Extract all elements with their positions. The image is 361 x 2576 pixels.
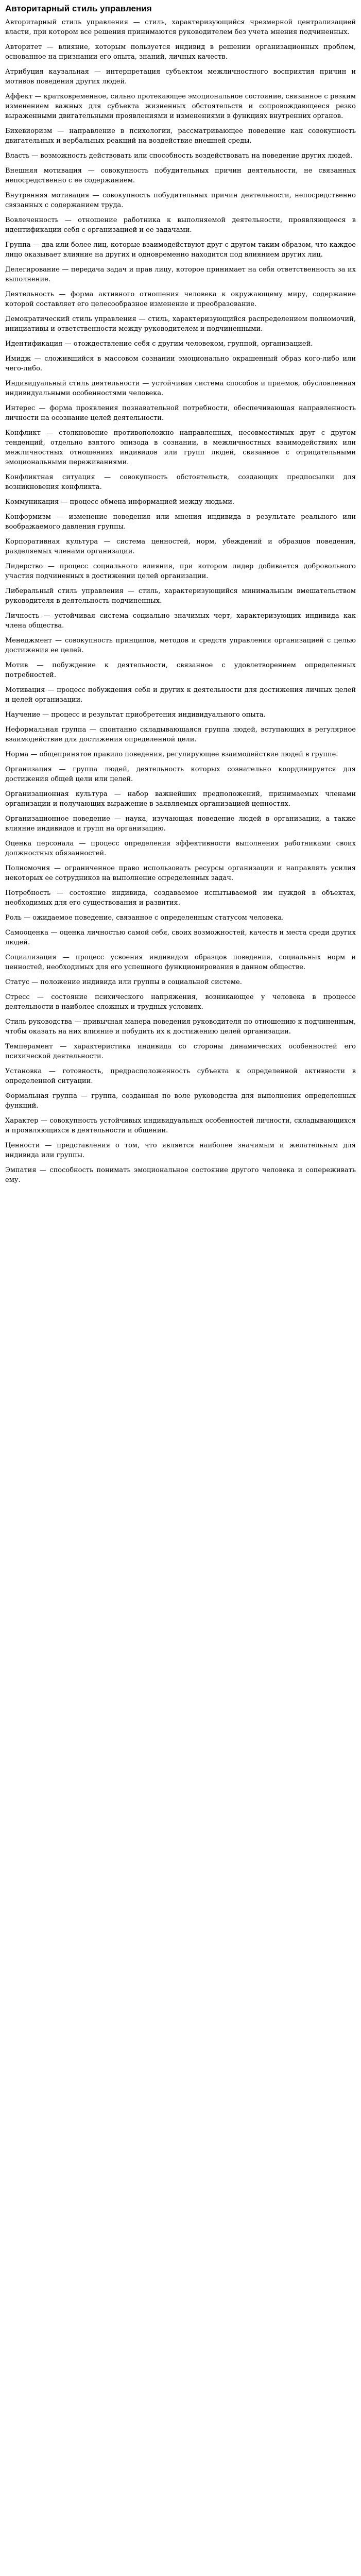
glossary-paragraph: Организационная культура — набор важнейших предположений, принимаемых членами организации и получающих выражение в заявляемых организацией ценностях. [5, 790, 356, 808]
glossary-paragraph: Роль — ожидаемое поведение, связанное с определенным статусом человека. [5, 914, 284, 922]
glossary-paragraph: Установка — готовность, предрасположенность субъекта к определенной активности в определенной ситуации. [5, 1067, 356, 1085]
glossary-paragraph: Статус — положение индивида или группы в социальной системе. [5, 978, 242, 986]
glossary-paragraph: Организационное поведение — наука, изучающая поведение людей в организации, а также влияние индивидов и групп на организацию. [5, 815, 356, 833]
glossary-paragraph: Менеджмент — совокупность принципов, методов и средств управления организацией с целью достижения ее целей. [5, 637, 356, 654]
glossary-paragraph: Имидж — сложившийся в массовом сознании эмоционально окрашенный образ кого-либо или чего-либо. [5, 355, 356, 372]
glossary-paragraph: Норма — общепринятое правило поведения, регулирующее взаимодействие людей в группе. [5, 751, 338, 758]
glossary-paragraph: Характер — совокупность устойчивых индивидуальных особенностей личности, складывающихся и проявляющихся в деятельности и общении. [5, 1117, 356, 1134]
glossary-paragraph: Группа — два или более лиц, которые взаимодействуют друг с другом таким образом, что каждое лицо оказывает влияние на других и одновременно находится под влиянием других лиц. [5, 241, 356, 259]
glossary-paragraph: Формальная группа — группа, созданная по воле руководства для выполнения определенных функций. [5, 1092, 356, 1110]
glossary-paragraph: Личность — устойчивая система социально значимых черт, характеризующих индивида как члена общества. [5, 612, 356, 630]
document-body [5, 18, 356, 1185]
glossary-paragraph: Конфликтная ситуация — совокупность обстоятельств, создающих предпосылки для возникновения конфликта. [5, 473, 356, 491]
glossary-paragraph: Коммуникация — процесс обмена информацией между людьми. [5, 498, 235, 506]
glossary-paragraph: Вовлеченность — отношение работника к выполняемой деятельности, проявляющееся в идентификации себя с организацией и ее задачами. [5, 216, 356, 234]
glossary-paragraph: Мотив — побуждение к деятельности, связанное с удовлетворением определенных потребностей. [5, 662, 356, 679]
glossary-paragraph: Либеральный стиль управления — стиль, характеризующийся минимальным вмешательством руководителя в деятельность подчиненных. [5, 587, 356, 605]
glossary-paragraph: Демократический стиль управления — стиль, характеризующийся распределением полномочий, инициативы и ответственности между руководителем и подчиненными. [5, 315, 356, 333]
glossary-paragraph: Стиль руководства — привычная манера поведения руководителя по отношению к подчиненным, чтобы оказать на них влияние и побудить их к достижению целей организации. [5, 1018, 356, 1036]
glossary-paragraph: Авторитет — влияние, которым пользуется индивид в решении организационных проблем, основанное на признании его опыта, знаний, личных качеств. [5, 43, 356, 61]
glossary-paragraph: Научение — процесс и результат приобретения индивидуального опыта. [5, 711, 266, 719]
glossary-paragraph: Ценности — представления о том, что является наиболее значимым и желательным для индивида или группы. [5, 1142, 356, 1159]
glossary-paragraph: Внутренняя мотивация — совокупность побудительных причин деятельности, непосредственно связанных с содержанием труда. [5, 192, 356, 209]
glossary-paragraph: Полномочия — ограниченное право использовать ресурсы организации и направлять усилия некоторых ее сотрудников на выполнение определенных задач. [5, 865, 356, 882]
glossary-paragraph: Интерес — форма проявления познавательной потребности, обеспечивающая направленность личности на осознание целей деятельности. [5, 404, 356, 422]
glossary-paragraph: Деятельность — форма активного отношения человека к окружающему миру, содержание которой составляет его целесообразное изменение и преобразование. [5, 291, 356, 308]
glossary-paragraph: Эмпатия — способность понимать эмоциональное состояние другого человека и сопереживать ему. [5, 1166, 356, 1184]
glossary-paragraph: Темперамент — характеристика индивида со стороны динамических особенностей его психической деятельности. [5, 1043, 356, 1060]
glossary-paragraph: Конформизм — изменение поведения или мнения индивида в результате реального или воображаемого давления группы. [5, 513, 356, 531]
glossary-paragraph: Организация — группа людей, деятельность которых сознательно координируется для достижения общей цели или целей. [5, 766, 356, 783]
glossary-paragraph: Самооценка — оценка личностью самой себя, своих возможностей, качеств и места среди других людей. [5, 929, 356, 946]
glossary-paragraph: Авторитарный стиль управления — стиль, характеризующийся чрезмерной централизацией власти, при котором все решения принимаются руководителем без учета мнения подчиненных. [5, 19, 356, 36]
glossary-paragraph: Власть — возможность действовать или способность воздействовать на поведение других людей. [5, 152, 353, 160]
glossary-paragraph: Идентификация — отождествление себя с другим человеком, группой, организацией. [5, 340, 313, 348]
glossary-paragraph: Бихевиоризм — направление в психологии, рассматривающее поведение как совокупность двигательных и вербальных реакций на воздействие внешней среды. [5, 127, 356, 145]
glossary-paragraph: Стресс — состояние психического напряжения, возникающее у человека в процессе деятельности в наиболее сложных и трудных условиях. [5, 993, 356, 1011]
glossary-paragraph: Делегирование — передача задач и прав лицу, которое принимает на себя ответственность за их выполнение. [5, 266, 356, 283]
document-title: Авторитарный стиль управления [5, 4, 152, 13]
glossary-paragraph: Неформальная группа — спонтанно складывающаяся группа людей, вступающих в регулярное взаимодействие для достижения определенной цели. [5, 726, 356, 743]
glossary-paragraph: Внешняя мотивация — совокупность побудительных причин деятельности, не связанных непосредственно с ее содержанием. [5, 167, 356, 184]
glossary-paragraph: Конфликт — столкновение противоположно направленных, несовместимых друг с другом тенденций, отдельно взятого эпизода в сознании, в межличностных взаимодействиях или межличностных отношениях индивидов или групп людей, связанное с отрицательными эмоциональными переживаниями. [5, 429, 356, 466]
glossary-paragraph: Лидерство — процесс социального влияния, при котором лидер добивается добровольного участия подчиненных в достижении целей организации. [5, 563, 356, 580]
glossary-paragraph: Потребность — состояние индивида, создаваемое испытываемой им нуждой в объектах, необходимых для его существования и развития. [5, 889, 356, 907]
glossary-paragraph: Атрибуция каузальная — интерпретация субъектом межличностного восприятия причин и мотивов поведения других людей. [5, 68, 356, 86]
glossary-paragraph: Индивидуальный стиль деятельности — устойчивая система способов и приемов, обусловленная индивидуальными особенностями человека. [5, 380, 356, 397]
glossary-paragraph: Корпоративная культура — система ценностей, норм, убеждений и образцов поведения, разделяемых членами организации. [5, 538, 356, 555]
glossary-paragraph: Аффект — кратковременное, сильно протекающее эмоциональное состояние, связанное с резким изменением важных для субъекта жизненных обстоятельств и сопровождающееся резко выраженными двигательными проявлениями и изменениями в функциях внутренних органов. [5, 93, 356, 120]
glossary-paragraph: Мотивация — процесс побуждения себя и других к деятельности для достижения личных целей и целей организации. [5, 686, 356, 704]
glossary-paragraph: Оценка персонала — процесс определения эффективности выполнения работниками своих должностных обязанностей. [5, 840, 356, 857]
glossary-paragraph: Социализация — процесс усвоения индивидом образцов поведения, социальных норм и ценностей, необходимых для его успешного функционирования в данном обществе. [5, 954, 356, 971]
